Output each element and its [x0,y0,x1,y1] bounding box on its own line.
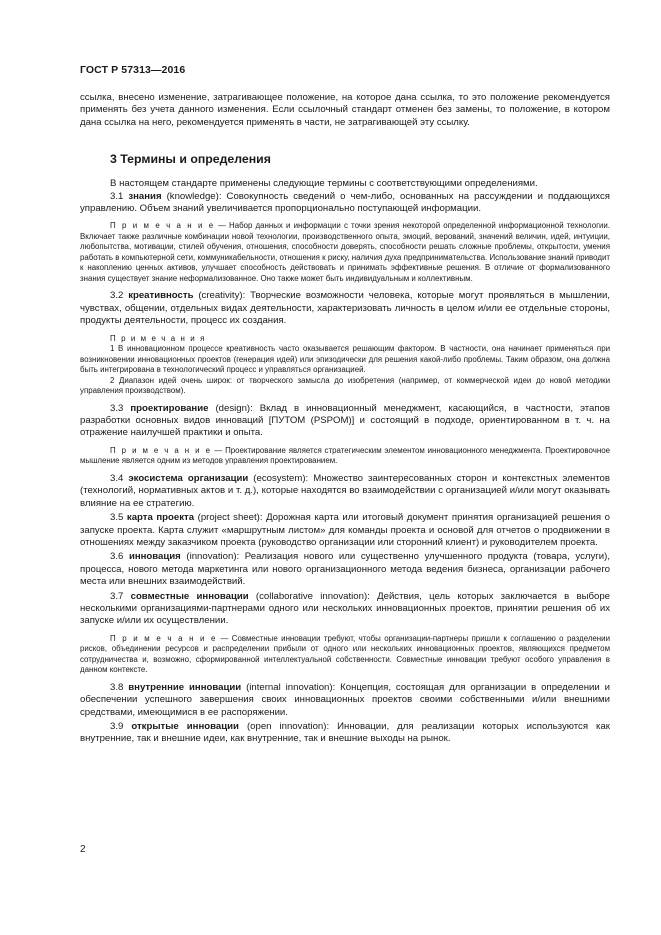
term-english: (ecosystem): [253,472,309,484]
term-name: открытые инновации [131,720,239,732]
term-number: 3.9 [110,720,124,732]
term-english: (knowledge): [166,190,222,202]
term-definition: Вклад в инновационный менеджмент, касающийся, в частности, этапов разработки основных видов инноваций [ПУТОМ (PSPOM)] и состоящий в подходе, ориентированном в т. ч. на отражение наилучшей практики и опыта. [80,402,611,439]
note-text: Совместные инновации требуют, чтобы организации-партнеры пришли к соглашению о разделении рисков, объединении ресурсов и распределении прибыли от одного или нескольких инновационных проектов, являющихся предметом сотрудничества и, возможно, сформированной интеллектуальной собственности. Совместные инновации требуют особого управления в данном контексте. [80,633,610,675]
term-definition: Концепция, состоящая для организации в определении и обеспечении успешного завершения своих инновационных проектов своими собственными и/или внешними средствами, имеющимися в ее распоряжении. [80,681,610,718]
page-content [80,92,610,746]
term-name: инновация [128,551,181,563]
term-number: 3.2 [110,290,124,302]
term-3-4 [80,473,610,510]
term-name: внутренние инновации [128,681,242,693]
notes-label: П р и м е ч а н и я [110,333,206,343]
term-definition: Действия, цель которых заключается в выборе несколькими организациями-партнерами одного или нескольких инновационных проектов, принятии решения об их запуске и/или их осуществлении. [80,590,611,627]
term-number: 3.3 [110,402,124,414]
standard-header: ГОСТ Р 57313—2016 [80,64,186,76]
term-english: (creativity): [198,290,246,302]
term-number: 3.7 [110,590,124,602]
term-number: 3.5 [110,512,124,524]
term-english: (internal innovation): [246,681,336,693]
term-english: (open innovation): [246,720,330,732]
note-3-3 [80,446,610,467]
term-name: карта проекта [126,512,195,524]
note-3-2-1: 1 В инновационном процессе креативность часто оказывается решающим фактором. В частности, она начинает применяться при возникновении инновационных проектов (генерация идей) или эпизодически для решения какой-либо проблемы. Таким образом, она должна быть интегрирована в технологический процесс и управляться организацией. [80,344,610,375]
note-text: Набор данных и информации с точки зрения некоторой определенной информационной технологии. Включает также различные комбинации новой технологии, производственного опыта, эмоций, верований, значений величин, идей, интуиции, любопытства, мотивации, стилей обучения, отношения, способности доверять, способности решать сложные проблемы, открытости, умения работать в компьютерной сети, коммуникабельности, отношения к риску, наличия духа предпринимательства. Использование знаний приводит к накоплению ценных активов, улучшает способность действовать и принимать эффективные решения. В отличие от формализованного знания существует знание неформализованное. Оно также может быть индивидуальным и коллективным. [80,221,610,283]
term-english: (design): [215,402,253,414]
term-3-3 [80,403,610,440]
term-number: 3.6 [110,551,124,563]
note-label: П р и м е ч а н и е [110,633,218,643]
term-number: 3.4 [110,472,124,484]
term-3-6 [80,551,610,588]
note-label: П р и м е ч а н и е [110,445,212,455]
term-english: (innovation): [186,551,240,563]
term-name: совместные инновации [130,590,249,602]
note-dash: — [217,633,232,643]
term-english: (project sheet): [197,512,263,524]
intro-paragraph: ссылка, внесено изменение, затрагивающее положение, на которое дана ссылка, то это положение рекомендуется применять без учета данного изменения. Если ссылочный стандарт отменен без замены, то положение, в котором дана ссылка на него, рекомендуется применять в части, не затрагивающей эту ссылку. [80,92,610,128]
note-3-7 [80,634,610,676]
term-3-9 [80,721,610,746]
note-text: Проектирование является стратегическим элементом инновационного менеджмента. Проектировочное мышление является одним из методов управления проектированием. [80,445,610,466]
term-definition: Творческие возможности человека, которые могут проявляться в мышлении, чувствах, общении, отдельных видах деятельности, характеризовать личность в целом и/или ее отдельные стороны, продукты деятельности, процесс их создания. [80,290,610,327]
term-definition: Дорожная карта или итоговый документ принятия организацией решения о запуске проекта. Карта служит «маршрутным листом» для команды проекта и основой для отчетов о продвижении в отношениях между заказчиком проекта (руководство организации или сторонний клиент) и руководителем проекта. [80,512,610,548]
term-definition: Инновации, для реализации которых используются как внутренние, так и внешние идеи, как внутренние, так и внешние выходы на рынок. [80,720,610,745]
term-3-5 [80,512,610,549]
term-name: знания [128,190,162,202]
term-3-7 [80,591,610,628]
term-number: 3.1 [110,190,124,202]
term-number: 3.8 [110,681,124,693]
note-3-1 [80,221,610,284]
section-title: 3 Термины и определения [110,152,271,167]
term-definition: Реализация нового или существенно улучшенного продукта (товара, услуги), процесса, нового метода маркетинга или нового организационного метода ведения бизнеса, организации рабочего места или внешних взаимодействий. [80,551,610,588]
term-name: креативность [128,290,194,302]
term-3-1 [80,191,610,216]
note-dash: — [211,445,226,455]
term-english: (collaborative innovation): [255,590,370,602]
term-name: проектирование [130,402,209,414]
note-3-2-2: 2 Диапазон идей очень широк: от творческого замысла до изобретения (например, от коммерческой идеи до новой методики управления производством). [80,375,610,396]
page-number: 2 [80,844,86,855]
term-3-8 [80,682,610,719]
note-dash: — [214,221,229,231]
note-label: П р и м е ч а н и е [110,221,215,231]
term-definition: Совокупность сведений о чем-либо, основанных на рассуждении и поддающихся управлению. Объем знаний увеличивается пропорционально поступающей информации. [80,190,610,215]
section-intro: В настоящем стандарте применены следующие термины с соответствующими определениями. [110,178,538,190]
term-3-2 [80,290,610,327]
term-definition: Множество заинтересованных сторон и контекстных элементов (технологий, нормативных актов и т. д.), которые находятся во взаимодействии с организацией и/или могут оказывать влияние на ее стратегию. [80,472,610,509]
term-name: экосистема организации [128,472,249,484]
